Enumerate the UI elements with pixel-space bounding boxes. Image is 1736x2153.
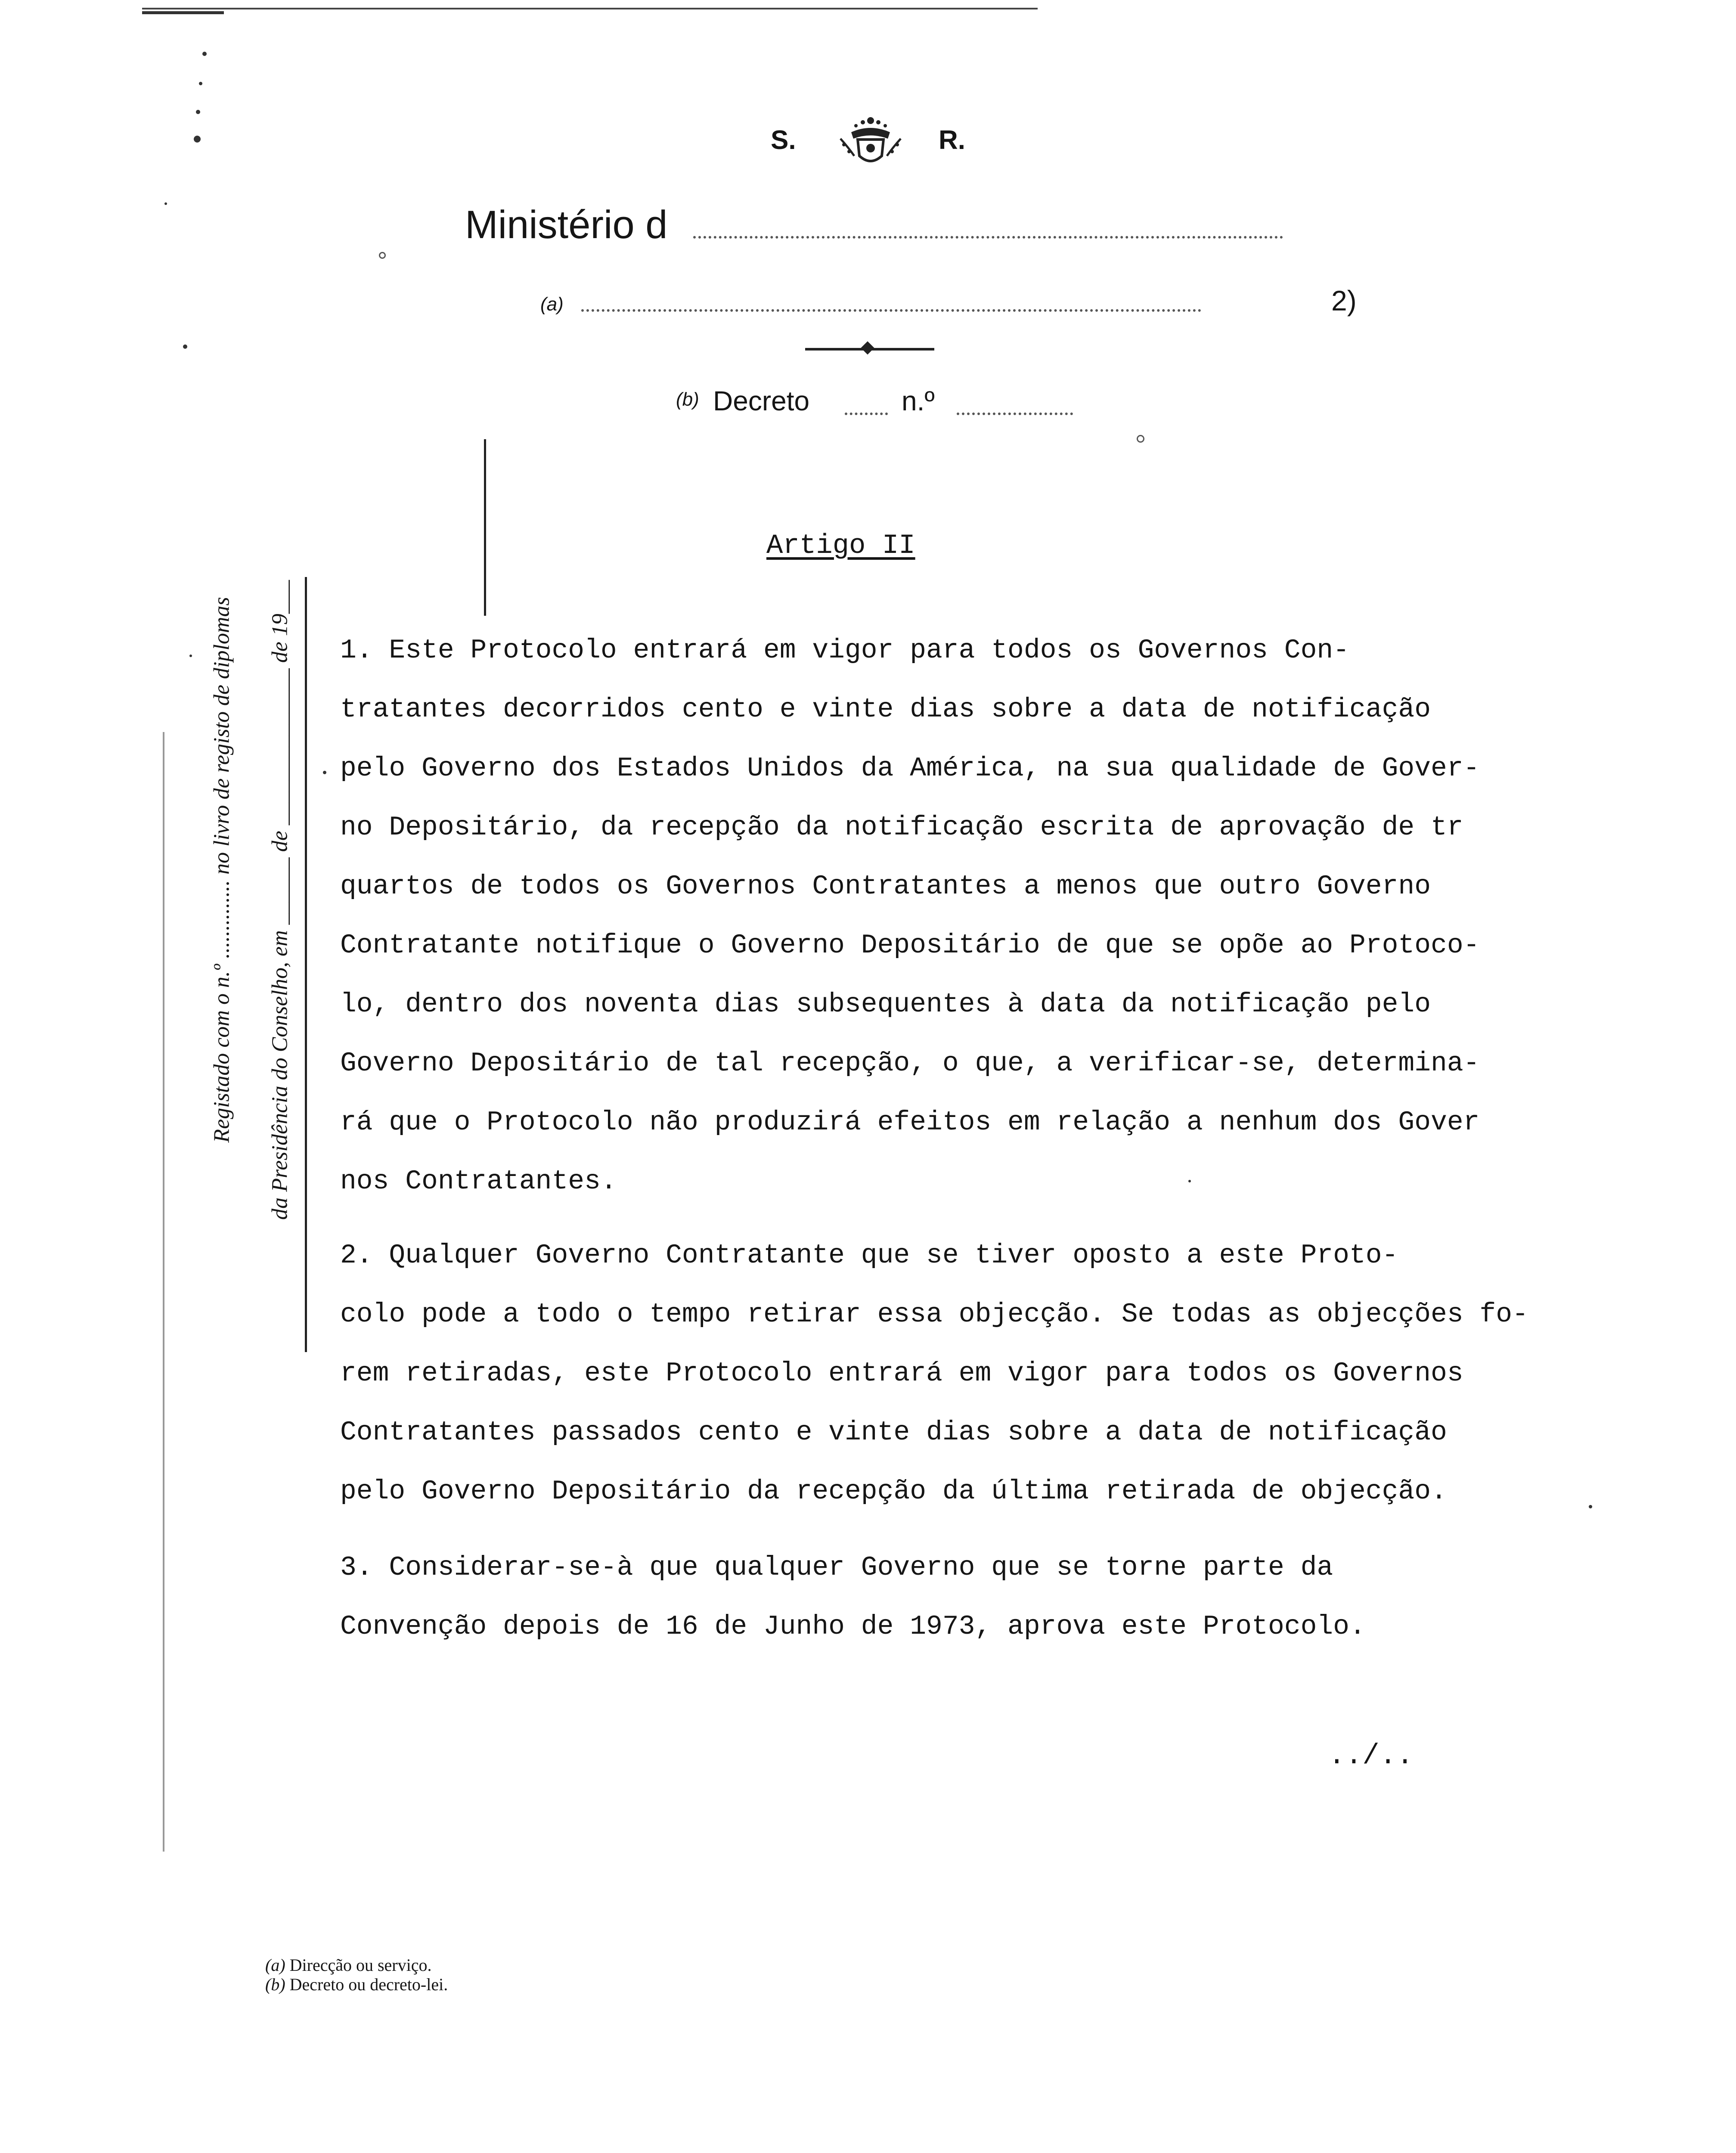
decree-date-fill-line xyxy=(845,413,888,415)
service-label: (a) xyxy=(540,294,564,315)
page-edge-line xyxy=(163,732,164,1852)
paragraph-line: lo, dentro dos noventa dias subsequentes à data da notificação pelo xyxy=(340,989,1431,1020)
registration-date-note: da Presidência do Conselho, em ______ de ______________ de 19___ xyxy=(267,580,292,1220)
footnote-a xyxy=(265,1955,431,1975)
decree-mark: (b) xyxy=(676,389,699,410)
footnote-b-text: Decreto ou decreto-lei. xyxy=(289,1975,448,1994)
ministry-title: Ministério d xyxy=(465,203,668,247)
paragraph-line: Contratante notifique o Governo Depositário de que se opõe ao Protoco- xyxy=(340,930,1480,961)
top-border-mark xyxy=(142,11,224,14)
registration-note: Registado com o n.º .............. no livro de registo de diplomas xyxy=(209,597,234,1143)
decree-number-label: n.º xyxy=(902,385,935,416)
article-title: Artigo II xyxy=(766,530,915,562)
page-number: 2) xyxy=(1331,285,1357,316)
paragraph-line: 1. Este Protocolo entrará em vigor para todos os Governos Con- xyxy=(340,635,1349,666)
coat-of-arms-icon xyxy=(828,113,914,169)
decree-label: Decreto xyxy=(713,385,810,416)
margin-rule xyxy=(305,577,307,1352)
paragraph-line: 2. Qualquer Governo Contratante que se tiver oposto a este Proto- xyxy=(340,1240,1398,1271)
top-border-rule xyxy=(142,8,1038,9)
paragraph-line: Governo Depositário de tal recepção, o que, a verificar-se, determina- xyxy=(340,1048,1480,1079)
continuation-mark: ../.. xyxy=(1328,1740,1414,1772)
header-right-letter: R. xyxy=(939,125,965,155)
divider-diamond-icon xyxy=(861,341,874,354)
paragraph-line: 3. Considerar-se-à que qualquer Governo que se torne parte da xyxy=(340,1552,1333,1583)
paragraph-line: Contratantes passados cento e vinte dias sobre a data de notificação xyxy=(340,1417,1447,1448)
decree-number-fill-line xyxy=(957,413,1073,415)
ministry-fill-line xyxy=(693,236,1283,239)
paragraph-line: colo pode a todo o tempo retirar essa objecção. Se todas as objecções fo- xyxy=(340,1299,1528,1330)
footnote-b xyxy=(265,1974,448,1995)
paragraph-line: rá que o Protocolo não produzirá efeitos em relação a nenhum dos Gover xyxy=(340,1107,1480,1138)
header-left-letter: S. xyxy=(771,125,796,155)
paragraph-line: tratantes decorridos cento e vinte dias sobre a data de notificação xyxy=(340,694,1431,725)
paragraph-line: pelo Governo Depositário da recepção da última retirada de objecção. xyxy=(340,1476,1447,1507)
paragraph-line: no Depositário, da recepção da notificação escrita de aprovação de tr xyxy=(340,812,1463,843)
footnote-a-text: Direcção ou serviço. xyxy=(289,1955,432,1975)
paragraph-line: Convenção depois de 16 de Junho de 1973, aprova este Protocolo. xyxy=(340,1611,1366,1642)
footnote-b-mark: (b) xyxy=(265,1975,285,1994)
margin-rule-top xyxy=(484,439,486,616)
footnote-a-mark: (a) xyxy=(265,1955,285,1975)
paragraph-line: quartos de todos os Governos Contratantes a menos que outro Governo xyxy=(340,871,1431,902)
paragraph-line: pelo Governo dos Estados Unidos da América, na sua qualidade de Gover- xyxy=(340,753,1480,784)
paragraph-line: rem retiradas, este Protocolo entrará em vigor para todos os Governos xyxy=(340,1358,1463,1389)
paragraph-line: nos Contratantes. xyxy=(340,1166,617,1197)
service-fill-line xyxy=(581,309,1201,312)
